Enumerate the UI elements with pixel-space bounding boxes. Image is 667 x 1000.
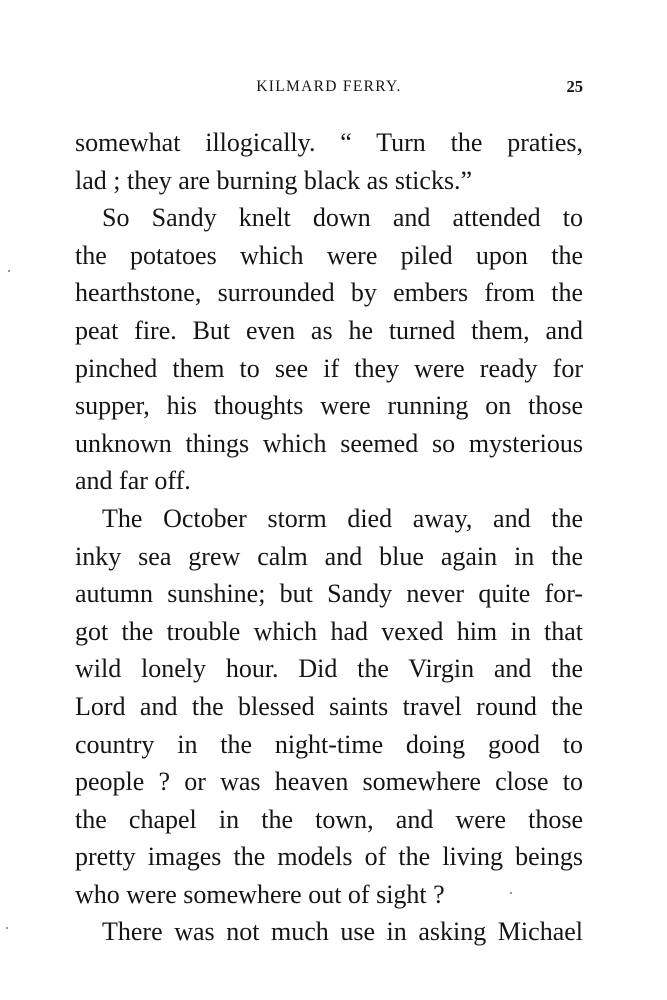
text-line: inky sea grew calm and blue again in the: [75, 541, 583, 571]
text-line: unknown things which seemed so mysterious: [75, 428, 583, 458]
text-line: pinched them to see if they were ready for: [75, 353, 583, 383]
running-head: [75, 77, 583, 97]
text-line: the potatoes which were piled upon the: [75, 240, 583, 270]
text-line: peat fire. But even as he turned them, and: [75, 315, 583, 345]
text-line: autumn sunshine; but Sandy never quite for-: [75, 579, 583, 609]
text-line: Lord and the blessed saints travel round the: [75, 691, 583, 721]
text-line: people ? or was heaven somewhere close to: [75, 767, 583, 797]
page-number: 25: [566, 77, 583, 96]
text-line: who were somewhere out of sight ?: [75, 879, 445, 909]
text-line: So Sandy knelt down and attended to: [102, 203, 583, 233]
text-line: hearthstone, surrounded by embers from the: [75, 278, 583, 308]
print-speck: [510, 892, 512, 894]
text-line: pretty images the models of the living beings: [75, 842, 583, 872]
text-line: got the trouble which had vexed him in that: [75, 616, 583, 646]
running-title: KILMARD FERRY.: [256, 78, 402, 95]
text-line: There was not much use in asking Michael: [102, 917, 583, 947]
print-speck: [6, 927, 8, 929]
text-line: supper, his thoughts were running on those: [75, 391, 583, 421]
text-line: country in the night-time doing good to: [75, 729, 583, 759]
text-line: The October storm died away, and the: [102, 503, 583, 533]
text-line: the chapel in the town, and were those: [75, 804, 583, 834]
text-line: wild lonely hour. Did the Virgin and the: [75, 654, 583, 684]
text-line: somewhat illogically. “ Turn the praties,: [75, 128, 583, 157]
body-text: [75, 124, 583, 951]
text-line: and far off.: [75, 466, 191, 496]
print-speck: [8, 270, 10, 272]
text-line: lad ; they are burning black as sticks.”: [75, 165, 473, 195]
